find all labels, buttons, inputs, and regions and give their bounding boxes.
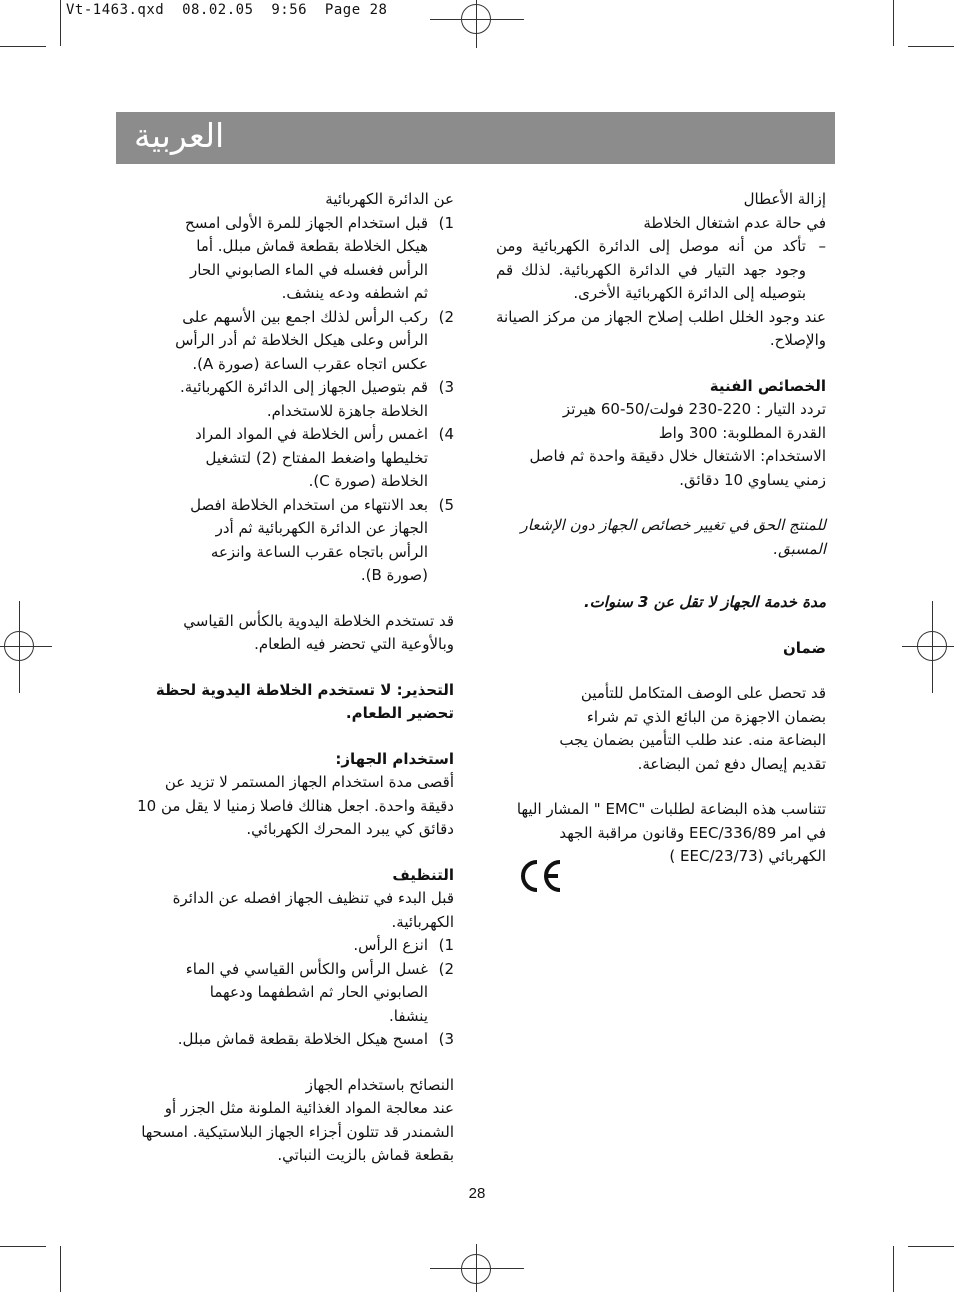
print-slug: Vt-1463.qxd 08.02.05 9:56 Page 28 [66, 2, 388, 18]
step-number: 3) [438, 378, 454, 396]
step-text: اغمس رأس الخلاطة في المواد المراد تخليطها واضغط المفتاح (2) لتشغيل الخلاطة (صورة C). [195, 425, 428, 490]
list-item [174, 376, 454, 423]
crop-mark [60, 0, 61, 46]
left-column [128, 188, 454, 1168]
tips-title: النصائح باستخدام الجهاز [305, 1075, 454, 1094]
list-item [174, 958, 454, 1029]
spec-usage: الاستخدام: الاشتغال خلال دقيقة واحدة ثم فاصل زمني يساوي 10 دقائق. [529, 447, 826, 489]
spec-power: القدرة المطلوبة: 300 واط [658, 423, 826, 442]
step-text: ركب الرأس لذلك اجمع بين الأسهم على الرأس وعلى هيكل الخلاطة ثم أدر الرأس عكس اتجاه عقرب الساعة (صورة A). [175, 307, 428, 373]
cleaning-steps [128, 934, 454, 1052]
registration-line [430, 19, 524, 20]
step-text: امسح هيكل الخلاطة بقطعة قماش مبلل. [177, 1030, 428, 1048]
cleaning-title: التنظيف [392, 865, 454, 884]
step-text: غسل الرأس والكأس القياسي في الماء الصابوني الحار ثم اشطفهما ودعهما ينشفا. [185, 959, 428, 1025]
step-number: 2) [438, 959, 454, 978]
troubleshoot-item [496, 235, 826, 306]
step-number: 4) [438, 425, 454, 443]
usage-title: استخدام الجهاز: [335, 749, 454, 768]
crop-mark [893, 0, 894, 46]
list-item [174, 934, 454, 958]
warranty-text: قد تحصل على الوصف المتكامل للتأمين بضمان الاجهزة من البائع الذي تم شراء البضاعة منه. عند طلب التأمين بضمان يجب تقديم إيصال دفع ثمن البضاعة. [559, 684, 826, 773]
language-banner [116, 112, 835, 164]
registration-line [902, 646, 954, 647]
crop-mark [908, 1246, 954, 1247]
service-life: مدة خدمة الجهاز لا تقل عن 3 سنوات. [583, 593, 826, 611]
page-number: 28 [468, 1185, 486, 1202]
specs-title: الخصائص الفنية [709, 376, 826, 395]
ce-mark-icon [518, 858, 564, 894]
assembly-steps [128, 212, 454, 588]
crop-mark [893, 1246, 894, 1292]
step-number: 2) [438, 307, 454, 326]
step-text: بعد الانتهاء من استخدام الخلاطة افصل الجهاز عن الدائرة الكهربائية ثم أدر الرأس باتجاه عقرب الساعة وانزعه (صورة B). [190, 495, 428, 584]
step-number: 1) [438, 213, 454, 232]
spec-voltage: تردد التيار : 220-230 فولت/50-60 هيرتز [562, 400, 826, 418]
manufacturer-note: للمنتج الحق في تغيير خصائص الجهاز دون الإشعار المسبق. [520, 516, 826, 558]
dash-bullet: – [818, 237, 826, 255]
usage-text: أقصى مدة استخدام الجهاز المستمر لا تزيد عن دقيقة واحدة. اجعل هنالك فاصلا زمنيا لا يقل من 10 دقائق كي يبرد المحرك الكهربائي. [137, 773, 454, 838]
emc-line-2: في امر EEC/336/89 وقانون مراقبة الجهد [559, 823, 826, 842]
intro-line: عن الدائرة الكهربائية [325, 190, 454, 208]
list-item [174, 1028, 454, 1052]
registration-line [0, 646, 52, 647]
crop-mark [0, 46, 46, 47]
troubleshoot-title: إزالة الأعطال [743, 190, 826, 208]
step-number: 1) [438, 936, 454, 954]
step-text: انزع الرأس. [353, 936, 428, 954]
registration-line [430, 1268, 524, 1269]
tips-text: عند معالجة المواد الغذائية الملونة مثل الجزر أو الشمندر قد تتلون أجزاء الجهاز البلاستيكية. امسحها بقطعة قماش بالزيت النباتي. [141, 1099, 454, 1164]
warning-note: التحذير: لا تستخدم الخلاطة اليدوية لحظة تحضير الطعام. [155, 680, 454, 722]
cleaning-intro: قبل البدء في تنظيف الجهاز افصله عن الدائرة الكهربائية. [172, 889, 454, 931]
troubleshoot-item-text: تأكد من أنه موصل إلى الدائرة الكهربائية ومن وجود جهد التيار في الدائرة الكهربائية. لذلك قم بتوصيله إلى الدائرة الكهربائية الأخرى. [496, 237, 806, 302]
troubleshoot-subtitle: في حالة عدم اشتغال الخلاطة [643, 213, 826, 232]
step-number: 3) [438, 1030, 454, 1048]
step-number: 5) [438, 495, 454, 514]
troubleshoot-service: عند وجود الخلل اطلب إصلاح الجهاز من مركز الصيانة والإصلاح. [496, 307, 826, 349]
crop-mark [60, 1246, 61, 1292]
list-item [174, 494, 454, 588]
crop-mark [908, 46, 954, 47]
list-item [174, 423, 454, 494]
list-item [174, 212, 454, 306]
registration-line [476, 0, 477, 48]
step-text: قبل استخدام الجهاز للمرة الأولى امسح هيكل الخلاطة بقطعة قماش مبلل. أما الرأس فغسله في الماء الصابوني الحار ثم اشطفه ودعه ينشف. [185, 213, 428, 302]
step-text: قم بتوصيل الجهاز إلى الدائرة الكهربائية. الخلاطة جاهزة للاستخدام. [179, 378, 428, 420]
warranty-title: ضمان [783, 638, 826, 657]
emc-line-1: تتناسب هذه البضاعة لطلبات "EMC " المشار اليها [516, 800, 826, 818]
emc-line-3: الكهربائي (EEC/23/73 ) [669, 847, 826, 865]
containers-note: قد تستخدم الخلاطة اليدوية بالكأس القياسي وبالأوعية التي تحضر فيه الطعام. [183, 611, 454, 653]
banner-title: العربية [134, 116, 225, 155]
crop-mark [0, 1246, 46, 1247]
list-item [174, 306, 454, 377]
right-column [496, 188, 826, 869]
